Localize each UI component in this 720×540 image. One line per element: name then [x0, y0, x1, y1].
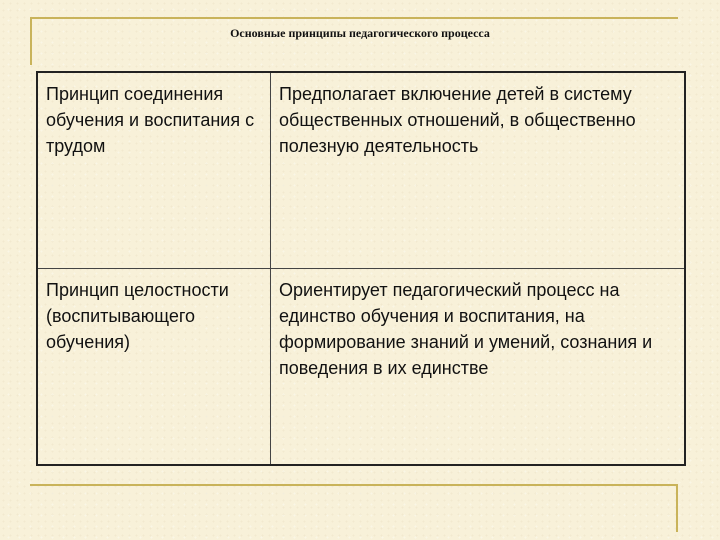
decorative-line-top-left: [30, 17, 32, 65]
principle-name-cell: Принцип соединения обучения и воспитания с трудом: [37, 72, 271, 268]
principle-name-cell: Принцип целостности (воспитывающего обучения): [37, 268, 271, 465]
decorative-line-bottom: [30, 484, 678, 486]
decorative-line-top: [30, 17, 678, 19]
principles-table: [36, 71, 686, 466]
principle-description-cell: Ориентирует педагогический процесс на единство обучения и воспитания, на формирование знаний и умений, сознания и поведения в их единстве: [271, 268, 686, 465]
principle-description-cell: Предполагает включение детей в систему общественных отношений, в общественно полезную деятельность: [271, 72, 686, 268]
slide-title: Основные принципы педагогического процесса: [230, 26, 490, 40]
decorative-line-bottom-right: [676, 484, 678, 532]
table-row: [37, 72, 685, 268]
table-row: [37, 268, 685, 465]
